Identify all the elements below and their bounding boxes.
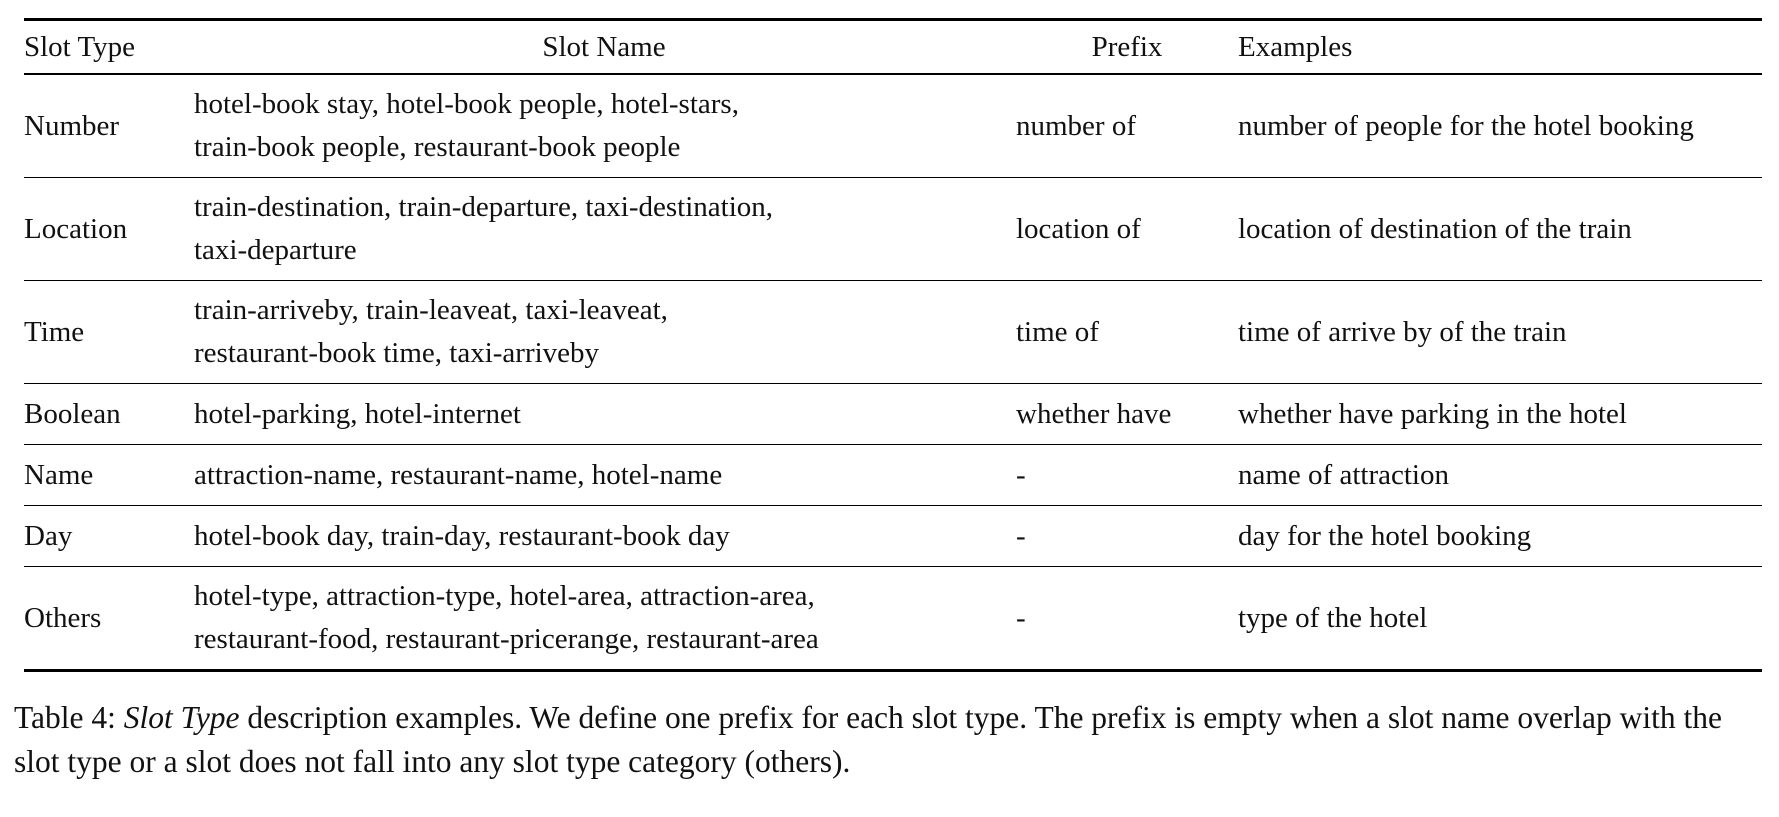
cell-slot-name bbox=[194, 281, 1014, 384]
slot-type-table bbox=[24, 18, 1762, 672]
cell-slot-name bbox=[194, 445, 1014, 506]
caption-text: description examples. We define one prefix for each slot type. The prefix is empty when a slot name overlap with the slot type or a slot does not fall into any slot type category (others). bbox=[14, 700, 1723, 779]
cell-example: type of the hotel bbox=[1238, 567, 1762, 671]
cell-slot-type: Number bbox=[24, 74, 194, 178]
cell-prefix: whether have bbox=[1014, 384, 1238, 445]
cell-example: time of arrive by of the train bbox=[1238, 281, 1762, 384]
cell-example: whether have parking in the hotel bbox=[1238, 384, 1762, 445]
header-slot-type: Slot Type bbox=[24, 20, 194, 75]
table-row bbox=[24, 567, 1762, 671]
cell-example: number of people for the hotel booking bbox=[1238, 74, 1762, 178]
cell-prefix: - bbox=[1014, 506, 1238, 567]
slot-name-line: restaurant-food, restaurant-pricerange, restaurant-area bbox=[194, 623, 819, 655]
cell-slot-type: Others bbox=[24, 567, 194, 671]
cell-slot-type: Boolean bbox=[24, 384, 194, 445]
cell-prefix: location of bbox=[1014, 178, 1238, 281]
slot-name-line: hotel-type, attraction-type, hotel-area, attraction-area, bbox=[194, 580, 815, 612]
cell-slot-name bbox=[194, 506, 1014, 567]
cell-prefix: - bbox=[1014, 567, 1238, 671]
slot-name-line: restaurant-book time, taxi-arriveby bbox=[194, 337, 600, 369]
cell-slot-name bbox=[194, 384, 1014, 445]
cell-prefix: number of bbox=[1014, 74, 1238, 178]
cell-example: day for the hotel booking bbox=[1238, 506, 1762, 567]
table-row bbox=[24, 506, 1762, 567]
header-examples: Examples bbox=[1238, 20, 1762, 75]
table-header-row bbox=[24, 20, 1762, 75]
cell-slot-type: Name bbox=[24, 445, 194, 506]
slot-name-line: train-book people, restaurant-book people bbox=[194, 131, 681, 163]
cell-slot-name bbox=[194, 178, 1014, 281]
cell-slot-type: Location bbox=[24, 178, 194, 281]
cell-slot-name bbox=[194, 74, 1014, 178]
slot-name-line: train-arriveby, train-leaveat, taxi-leaveat, bbox=[194, 294, 668, 326]
table-row bbox=[24, 178, 1762, 281]
slot-name-line: taxi-departure bbox=[194, 234, 357, 266]
cell-prefix: - bbox=[1014, 445, 1238, 506]
slot-name-line: hotel-book day, train-day, restaurant-book day bbox=[194, 520, 730, 552]
table-caption bbox=[14, 696, 1774, 784]
slot-type-table-container bbox=[24, 18, 1762, 672]
cell-slot-type: Day bbox=[24, 506, 194, 567]
header-slot-name: Slot Name bbox=[194, 20, 1014, 75]
table-row bbox=[24, 445, 1762, 506]
cell-prefix: time of bbox=[1014, 281, 1238, 384]
table-row bbox=[24, 74, 1762, 178]
cell-example: name of attraction bbox=[1238, 445, 1762, 506]
table-row bbox=[24, 281, 1762, 384]
caption-emphasis: Slot Type bbox=[123, 700, 240, 735]
slot-name-line: hotel-book stay, hotel-book people, hotel-stars, bbox=[194, 88, 739, 120]
cell-example: location of destination of the train bbox=[1238, 178, 1762, 281]
slot-name-line: train-destination, train-departure, taxi-destination, bbox=[194, 191, 773, 223]
caption-label: Table 4: bbox=[14, 700, 124, 735]
cell-slot-name bbox=[194, 567, 1014, 671]
table-row bbox=[24, 384, 1762, 445]
slot-name-line: attraction-name, restaurant-name, hotel-name bbox=[194, 459, 723, 491]
header-prefix: Prefix bbox=[1014, 20, 1238, 75]
cell-slot-type: Time bbox=[24, 281, 194, 384]
slot-name-line: hotel-parking, hotel-internet bbox=[194, 398, 521, 430]
